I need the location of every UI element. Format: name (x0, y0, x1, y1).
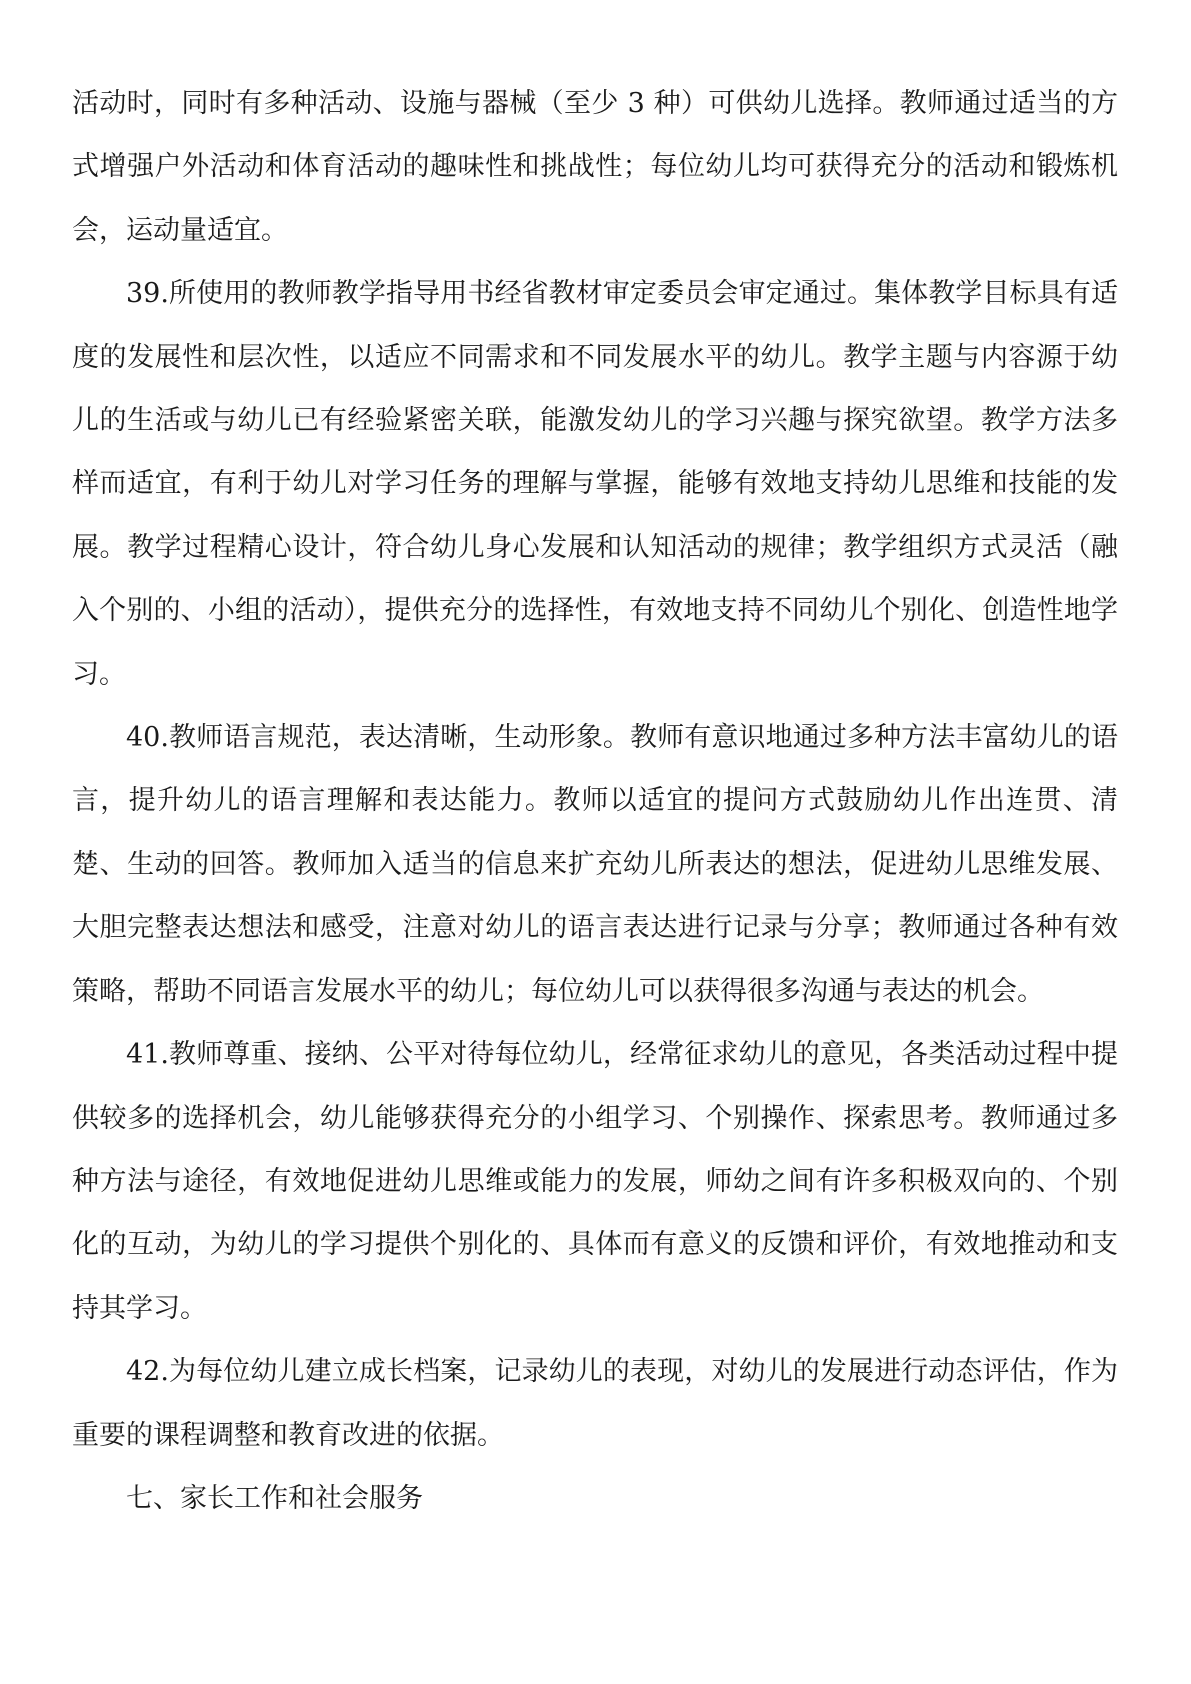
paragraph-item-41: 41.教师尊重、接纳、公平对待每位幼儿，经常征求幼儿的意见，各类活动过程中提供较多的选择机会，幼儿能够获得充分的小组学习、个别操作、探索思考。教师通过多种方法与途径，有效地促进幼儿思维或能力的发展，师幼之间有许多积极双向的、个别化的互动，为幼儿的学习提供个别化的、具体而有意义的反馈和评价，有效地推动和支持其学习。 (72, 1039, 1118, 1324)
paragraph-item-40: 40.教师语言规范，表达清晰，生动形象。教师有意识地通过多种方法丰富幼儿的语言，提升幼儿的语言理解和表达能力。教师以适宜的提问方式鼓励幼儿作出连贯、清楚、生动的回答。教师加入适当的信息来扩充幼儿所表达的想法，促进幼儿思维发展、大胆完整表达想法和感受，注意对幼儿的语言表达进行记录与分享；教师通过各种有效策略，帮助不同语言发展水平的幼儿；每位幼儿可以获得很多沟通与表达的机会。 (72, 722, 1118, 1007)
paragraph-item-39: 39.所使用的教师教学指导用书经省教材审定委员会审定通过。集体教学目标具有适度的发展性和层次性，以适应不同需求和不同发展水平的幼儿。教学主题与内容源于幼儿的生活或与幼儿已有经验紧密关联，能激发幼儿的学习兴趣与探究欲望。教学方法多样而适宜，有利于幼儿对学习任务的理解与掌握，能够有效地支持幼儿思维和技能的发展。教学过程精心设计，符合幼儿身心发展和认知活动的规律；教学组织方式灵活（融入个别的、小组的活动），提供充分的选择性，有效地支持不同幼儿个别化、创造性地学习。 (72, 278, 1118, 690)
document-body (72, 72, 1118, 1530)
paragraph-continuation: 活动时，同时有多种活动、设施与器械（至少 3 种）可供幼儿选择。教师通过适当的方式增强户外活动和体育活动的趣味性和挑战性；每位幼儿均可获得充分的活动和锻炼机会，运动量适宜。 (72, 88, 1118, 246)
section-heading: 七、家长工作和社会服务 (126, 1482, 423, 1514)
paragraph-item-42: 42.为每位幼儿建立成长档案，记录幼儿的表现，对幼儿的发展进行动态评估，作为重要的课程调整和教育改进的依据。 (72, 1356, 1118, 1451)
